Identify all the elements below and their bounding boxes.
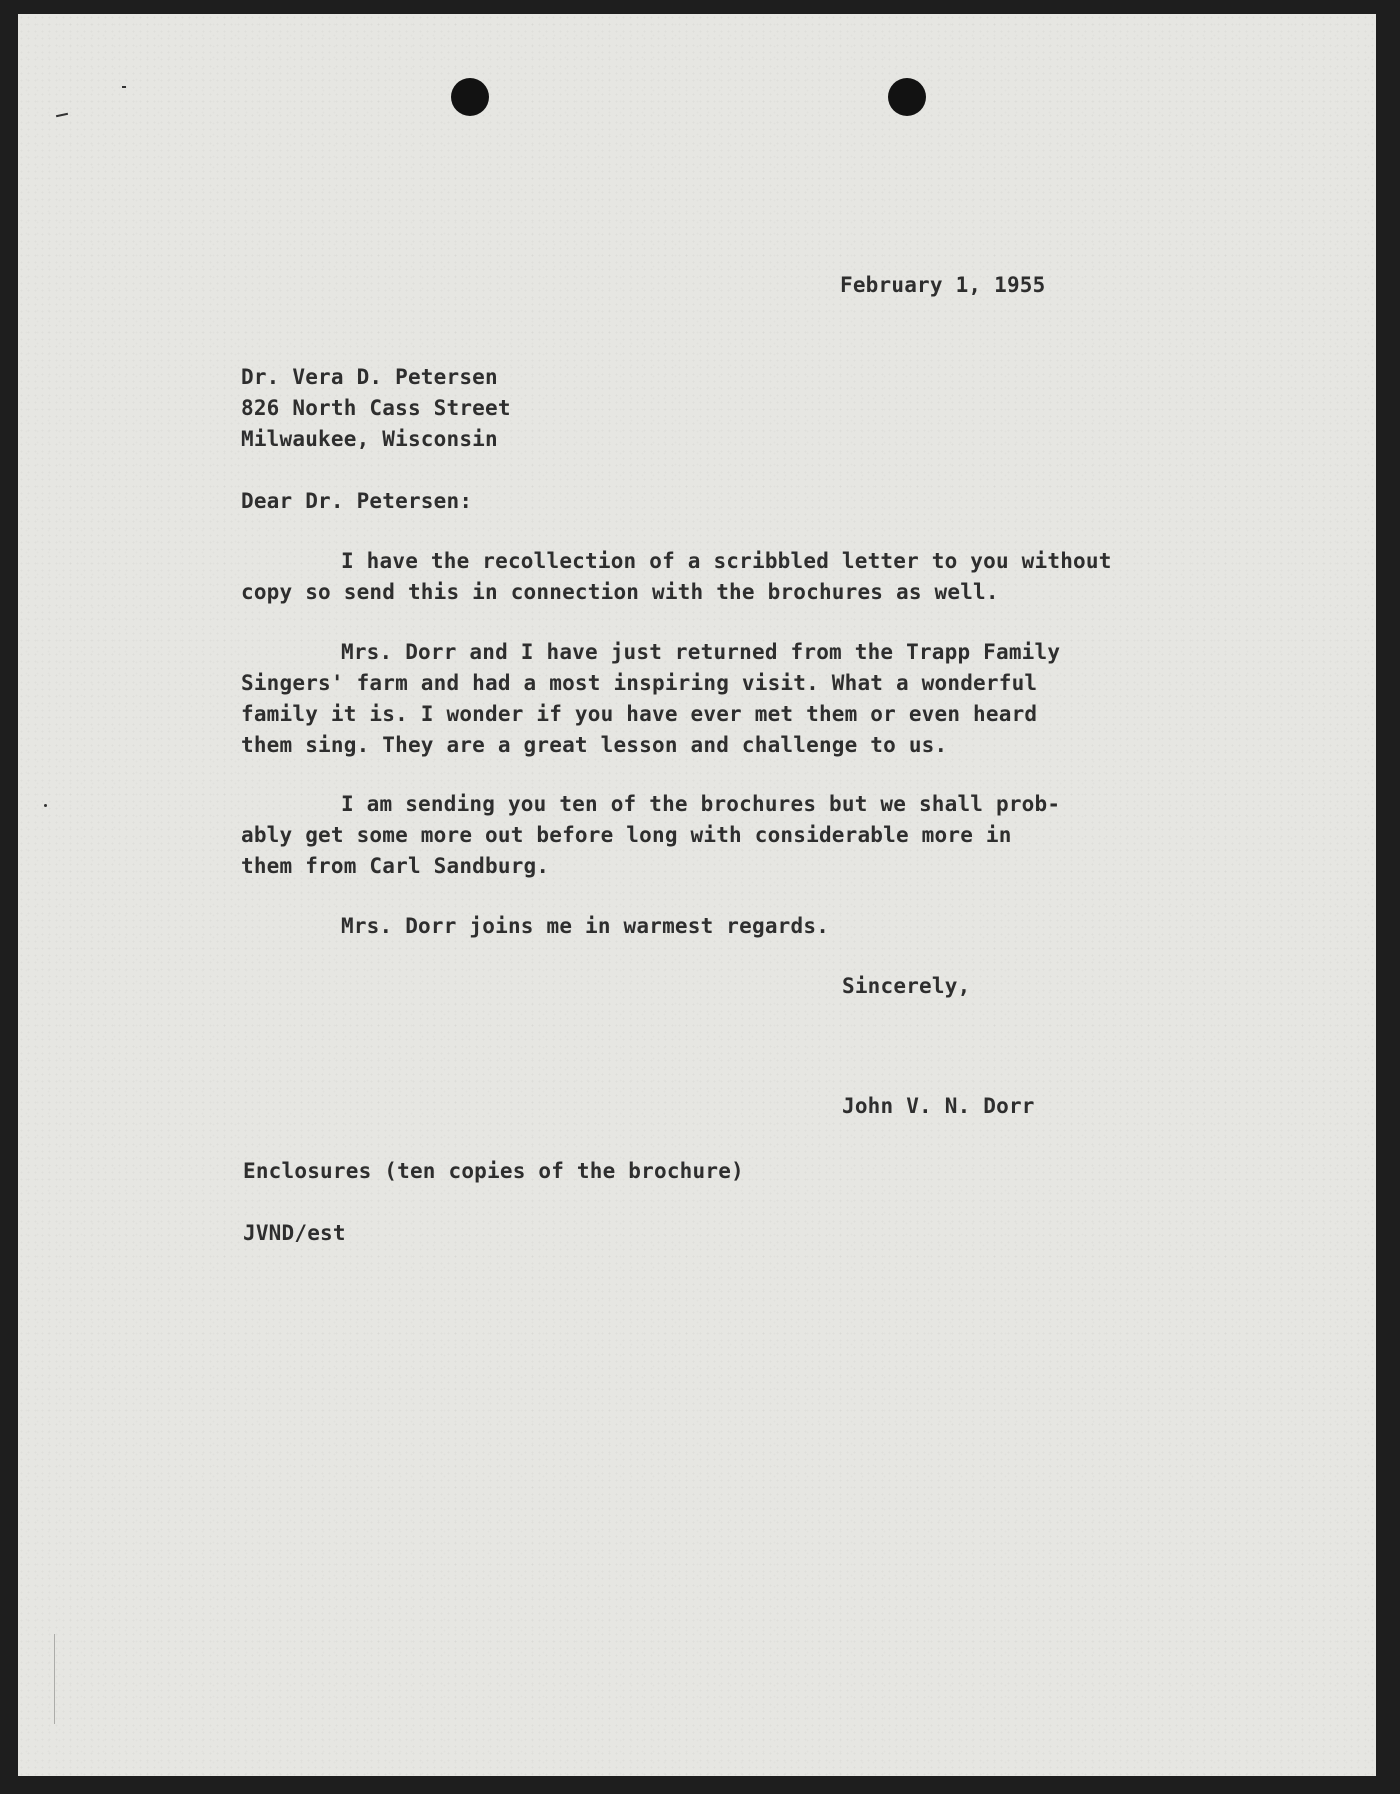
paragraph-line: Mrs. Dorr joins me in warmest regards. bbox=[341, 914, 830, 938]
punch-hole-left bbox=[451, 78, 489, 116]
recipient-city: Milwaukee, Wisconsin bbox=[241, 427, 498, 451]
recipient-address bbox=[241, 362, 511, 455]
salutation: Dear Dr. Petersen: bbox=[241, 489, 473, 513]
recipient-name: Dr. Vera D. Petersen bbox=[241, 365, 498, 389]
complimentary-close: Sincerely, bbox=[842, 974, 971, 998]
recipient-street: 826 North Cass Street bbox=[241, 396, 511, 420]
paper-mark bbox=[44, 804, 47, 807]
enclosures-note: Enclosures (ten copies of the brochure) bbox=[243, 1159, 744, 1183]
paper-mark bbox=[54, 1634, 55, 1724]
paragraph-line: Mrs. Dorr and I have just returned from the Trapp Family bbox=[341, 640, 1061, 664]
paragraph-line: I have the recollection of a scribbled letter to you without bbox=[341, 549, 1112, 573]
paragraph-line: them sing. They are a great lesson and challenge to us. bbox=[241, 733, 948, 757]
body-paragraph bbox=[241, 789, 1060, 882]
reference-initials: JVND/est bbox=[243, 1221, 346, 1245]
paragraph-line: ably get some more out before long with considerable more in bbox=[241, 823, 1012, 847]
body-paragraph bbox=[241, 546, 1112, 608]
paragraph-line: family it is. I wonder if you have ever met them or even heard bbox=[241, 702, 1038, 726]
letter-date: February 1, 1955 bbox=[840, 273, 1046, 297]
letter-page bbox=[18, 14, 1376, 1776]
paragraph-line: I am sending you ten of the brochures but we shall prob- bbox=[341, 792, 1061, 816]
body-paragraph bbox=[241, 911, 829, 942]
body-paragraph bbox=[241, 637, 1060, 761]
punch-hole-right bbox=[888, 78, 926, 116]
paragraph-line: them from Carl Sandburg. bbox=[241, 854, 550, 878]
paragraph-line: copy so send this in connection with the brochures as well. bbox=[241, 580, 999, 604]
paragraph-line: Singers' farm and had a most inspiring visit. What a wonderful bbox=[241, 671, 1038, 695]
signer-name: John V. N. Dorr bbox=[842, 1094, 1035, 1118]
paper-mark bbox=[56, 113, 68, 117]
paper-mark bbox=[122, 86, 126, 88]
